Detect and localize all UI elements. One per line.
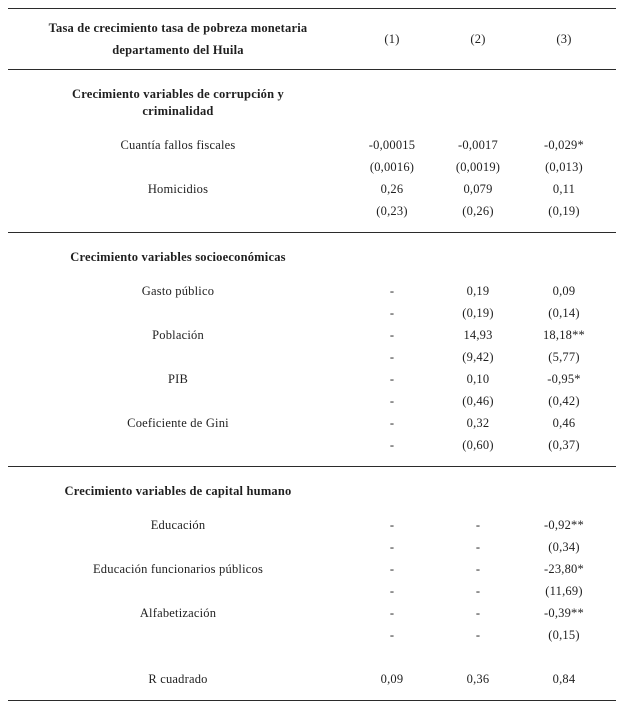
row-label: Educación	[150, 517, 206, 532]
table-row	[8, 536, 616, 558]
regression-table	[8, 8, 616, 701]
value-cell: (0,23)	[376, 203, 408, 218]
value-cell: -	[475, 561, 481, 576]
table-row	[8, 134, 616, 156]
row-label: Alfabetización	[139, 605, 217, 620]
value-cell: 0,11	[552, 181, 576, 196]
value-cell: 0,19	[466, 283, 490, 298]
value-cell: (0,26)	[462, 203, 494, 218]
value-cell: -0,029*	[544, 137, 584, 152]
value-cell: -	[389, 583, 395, 598]
table-section	[8, 232, 616, 466]
value-cell: -0,92**	[544, 517, 584, 532]
value-cell: -0,95*	[547, 371, 581, 386]
row-label: Educación funcionarios públicos	[92, 561, 264, 576]
row-label: Homicidios	[147, 181, 209, 196]
value-cell: (0,14)	[548, 305, 580, 320]
value-cell: -	[389, 627, 395, 642]
value-cell: -	[389, 517, 395, 532]
value-cell: -	[475, 605, 481, 620]
value-cell: 14,93	[463, 327, 493, 342]
value-cell: 0,079	[463, 181, 493, 196]
value-cell: (0,46)	[462, 393, 494, 408]
value-cell: 0,09	[380, 671, 404, 686]
value-cell: -	[389, 349, 395, 364]
value-cell: -0,00015	[368, 137, 416, 152]
section-title: Crecimiento variables de capital humano	[64, 483, 292, 498]
row-label: Gasto público	[141, 283, 215, 298]
value-cell: 0,36	[466, 671, 490, 686]
table-row	[8, 324, 616, 346]
table-row	[8, 668, 616, 690]
row-label	[8, 346, 348, 368]
row-label	[8, 302, 348, 324]
row-label: PIB	[167, 371, 189, 386]
table-section	[8, 466, 616, 700]
row-label	[8, 434, 348, 456]
table-row	[8, 412, 616, 434]
row-label	[8, 156, 348, 178]
table-row	[8, 368, 616, 390]
value-cell: -	[389, 283, 395, 298]
value-cell: 0,32	[466, 415, 490, 430]
value-cell: 0,46	[552, 415, 576, 430]
table-row	[8, 178, 616, 200]
value-cell: (0,013)	[545, 159, 583, 174]
table-row	[8, 602, 616, 624]
row-label	[8, 624, 348, 646]
table-row	[8, 200, 616, 222]
row-label	[8, 390, 348, 412]
table-header-row	[8, 9, 616, 70]
value-cell: (0,0019)	[455, 159, 501, 174]
column-header-1: (1)	[384, 32, 400, 46]
value-cell: (0,42)	[548, 393, 580, 408]
section-title: Crecimiento variables socioeconómicas	[70, 249, 286, 264]
value-cell: -23,80*	[544, 561, 584, 576]
row-label: Cuantía fallos fiscales	[120, 137, 236, 152]
table-row	[8, 514, 616, 536]
table-section	[8, 70, 616, 232]
value-cell: -	[475, 517, 481, 532]
value-cell: (5,77)	[548, 349, 580, 364]
value-cell: (9,42)	[462, 349, 494, 364]
table-row	[8, 580, 616, 602]
value-cell: -0,39**	[544, 605, 584, 620]
table-row	[8, 280, 616, 302]
row-label: R cuadrado	[148, 671, 208, 686]
value-cell: -0,0017	[458, 137, 498, 152]
table-row	[8, 346, 616, 368]
value-cell: (0,0016)	[369, 159, 415, 174]
row-label	[8, 536, 348, 558]
table-row	[8, 302, 616, 324]
value-cell: (0,19)	[462, 305, 494, 320]
value-cell: (0,37)	[548, 437, 580, 452]
value-cell: (0,60)	[462, 437, 494, 452]
table-body	[8, 70, 616, 700]
column-header-3: (3)	[556, 32, 572, 46]
value-cell: -	[389, 327, 395, 342]
value-cell: -	[389, 561, 395, 576]
value-cell: -	[389, 415, 395, 430]
row-label: Coeficiente de Gini	[127, 415, 229, 430]
table-row	[8, 624, 616, 646]
value-cell: (11,69)	[545, 583, 583, 598]
value-cell: (0,15)	[548, 627, 580, 642]
value-cell: -	[389, 305, 395, 320]
value-cell: -	[475, 627, 481, 642]
section-title: Crecimiento variables de corrupción y criminalidad	[72, 87, 284, 118]
value-cell: 0,09	[552, 283, 576, 298]
value-cell: -	[389, 371, 395, 386]
table-row	[8, 156, 616, 178]
value-cell: 0,84	[552, 671, 576, 686]
row-label: Población	[152, 327, 204, 342]
table-row	[8, 558, 616, 580]
value-cell: -	[389, 539, 395, 554]
row-label	[8, 200, 348, 222]
value-cell: -	[475, 539, 481, 554]
table-title: Tasa de crecimiento tasa de pobreza monetaria departamento del Huila	[48, 21, 308, 57]
value-cell: -	[389, 437, 395, 452]
table-row	[8, 434, 616, 456]
row-label	[8, 580, 348, 602]
column-header-2: (2)	[470, 32, 486, 46]
value-cell: 0,26	[380, 181, 404, 196]
value-cell: (0,34)	[548, 539, 580, 554]
value-cell: -	[389, 605, 395, 620]
value-cell: -	[389, 393, 395, 408]
value-cell: -	[475, 583, 481, 598]
value-cell: 18,18**	[542, 327, 586, 342]
table-row	[8, 390, 616, 412]
value-cell: 0,10	[466, 371, 490, 386]
value-cell: (0,19)	[548, 203, 580, 218]
